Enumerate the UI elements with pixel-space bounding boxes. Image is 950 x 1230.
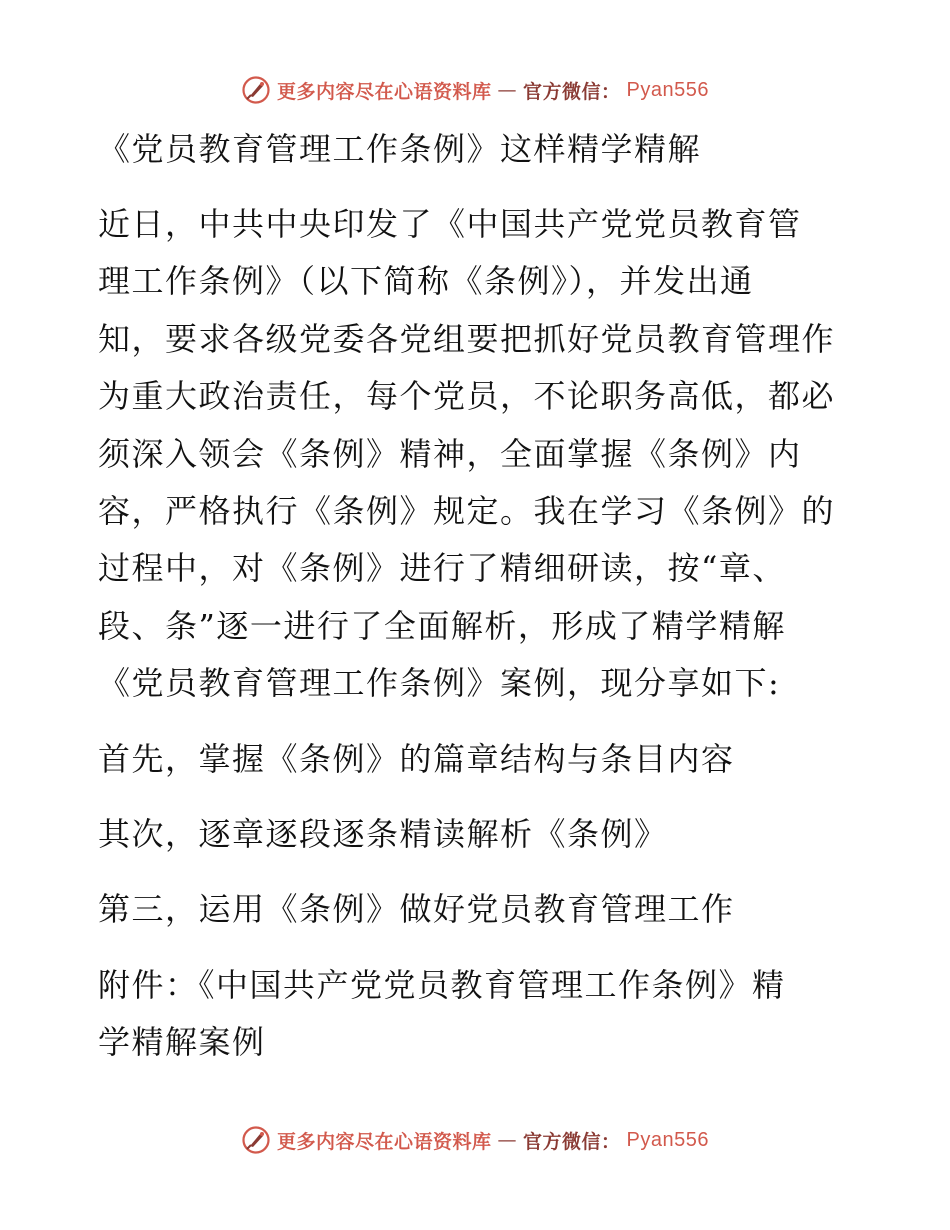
intro-line: 段、条”逐一进行了全面解析，形成了精学精解	[98, 606, 786, 645]
quill-pen-logo-icon	[241, 1125, 271, 1155]
intro-line: 理工作条例》（以下简称《条例》），并发出通	[98, 262, 754, 301]
intro-line: 《党员教育管理工作条例》案例，现分享如下:	[98, 664, 781, 703]
intro-line: 须深入领会《条例》精神，全面掌握《条例》内	[98, 434, 802, 473]
point-first: 首先，掌握《条例》的篇章结构与条目内容	[98, 739, 735, 778]
banner-brand: 更多内容尽在心语资料库	[277, 1130, 492, 1153]
point-third: 第三，运用《条例》做好党员教育管理工作	[98, 890, 735, 929]
banner-wechat-id: Pyan556	[626, 78, 709, 101]
banner-separator: —	[497, 79, 518, 101]
intro-line: 近日，中共中央印发了《中国共产党党员教育管	[98, 205, 802, 243]
banner-wechat-label: 官方微信：	[523, 1130, 621, 1153]
banner-separator: —	[497, 1129, 518, 1151]
document-body	[98, 118, 858, 1071]
point-second: 其次，逐章逐段逐条精读解析《条例》	[98, 814, 668, 853]
banner-brand: 更多内容尽在心语资料库	[277, 80, 492, 103]
intro-line: 知，要求各级党委各党组要把抓好党员教育管理作	[98, 319, 836, 358]
banner-wechat-id: Pyan556	[626, 1128, 709, 1151]
attachment-line: 学精解案例	[98, 1023, 266, 1062]
intro-paragraph	[98, 196, 858, 713]
header-banner	[0, 70, 950, 110]
banner-wechat-label: 官方微信：	[523, 80, 621, 103]
intro-line: 为重大政治责任，每个党员，不论职务高低，都必	[98, 377, 836, 416]
intro-line: 容，严格执行《条例》规定。我在学习《条例》的	[98, 491, 836, 530]
attachment-paragraph	[98, 957, 858, 1072]
attachment-line: 附件：《中国共产党党员教育管理工作条例》精	[98, 965, 786, 1004]
intro-line: 过程中，对《条例》进行了精细研读，按“章、	[98, 549, 786, 588]
document-title: 《党员教育管理工作条例》这样精学精解	[98, 130, 702, 168]
quill-pen-logo-icon	[241, 75, 271, 105]
footer-banner	[0, 1120, 950, 1160]
